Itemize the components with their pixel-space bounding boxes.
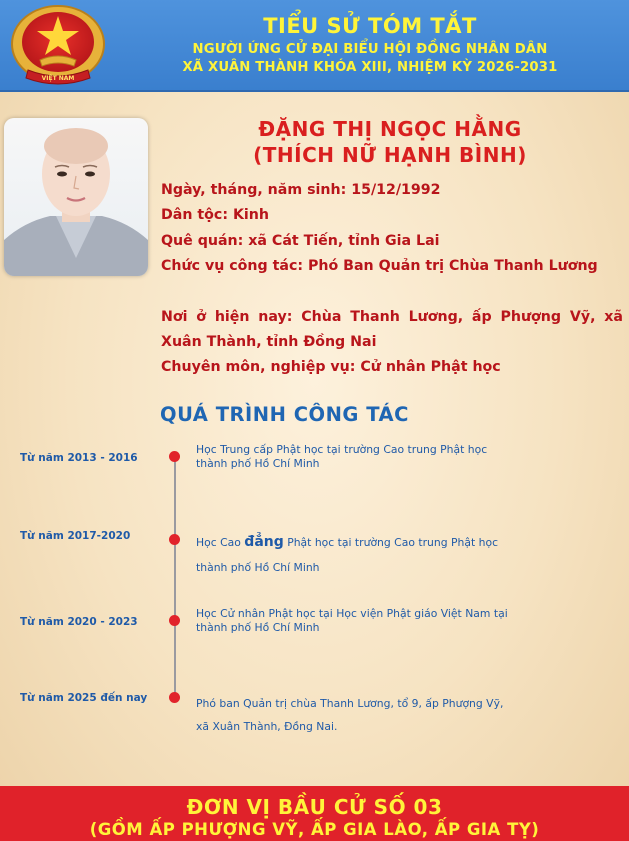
timeline-description: Học Cao đẳng Phật học tại trường Cao trung Phật học thành phố Hồ Chí Minh [196,534,499,574]
timeline-description: Học Cử nhân Phật học tại Học viện Phật giáo Việt Nam tại thành phố Hồ Chí Minh [196,607,508,634]
timeline-description: Học Trung cấp Phật học tại trường Cao trung Phật học thành phố Hồ Chí Minh [196,443,488,470]
candidate-dharma-name: (THÍCH NỮ HẠNH BÌNH) [253,143,527,167]
page-subtitle-line1: NGƯỜI ỨNG CỬ ĐẠI BIỂU HỘI ĐỒNG NHÂN DÂN [192,42,548,57]
career-section-title: QUÁ TRÌNH CÔNG TÁC [160,403,409,426]
info-hometown: Quê quán: xã Cát Tiến, tỉnh Gia Lai [161,233,440,249]
timeline-description: Phó ban Quản trị chùa Thanh Lương, tổ 9, ấp Phượng Vỹ, xã Xuân Thành, Đồng Nai. [196,697,504,733]
timeline-year: Từ năm 2025 đến nay [20,692,148,704]
timeline-dot [169,534,180,545]
info-dob: Ngày, tháng, năm sinh: 15/12/1992 [161,182,441,198]
page-title: TIỂU SỬ TÓM TẮT [263,14,477,38]
candidate-name: ĐẶNG THỊ NGỌC HẰNG [258,117,522,141]
timeline-line [174,454,176,700]
info-residence: Nơi ở hiện nay: Chùa Thanh Lương, ấp Phượng Vỹ, xã Xuân Thành, tỉnh Đồng Nai [161,309,623,350]
timeline-year: Từ năm 2020 - 2023 [20,616,138,628]
portrait-photo [4,118,148,276]
timeline-year: Từ năm 2013 - 2016 [20,452,138,464]
info-position: Chức vụ công tác: Phó Ban Quản trị Chùa Thanh Lương [161,258,598,274]
electoral-unit-areas: (GỒM ẤP PHƯỢNG VỸ, ẤP GIA LÀO, ẤP GIA TỴ) [89,820,540,839]
info-ethnicity: Dân tộc: Kinh [161,207,269,223]
info-specialty: Chuyên môn, nghiệp vụ: Cử nhân Phật học [161,359,501,375]
national-emblem-icon [6,4,110,88]
timeline-year: Từ năm 2017-2020 [20,530,131,542]
timeline-dot [169,615,180,626]
emblem-ribbon-text: VIỆT NAM [41,75,75,82]
electoral-unit-title: ĐƠN VỊ BẦU CỬ SỐ 03 [186,795,443,819]
timeline-dot [169,451,180,462]
page-subtitle-line2: XÃ XUÂN THÀNH KHÓA XIII, NHIỆM KỲ 2026-2031 [182,60,558,75]
timeline-dot [169,692,180,703]
